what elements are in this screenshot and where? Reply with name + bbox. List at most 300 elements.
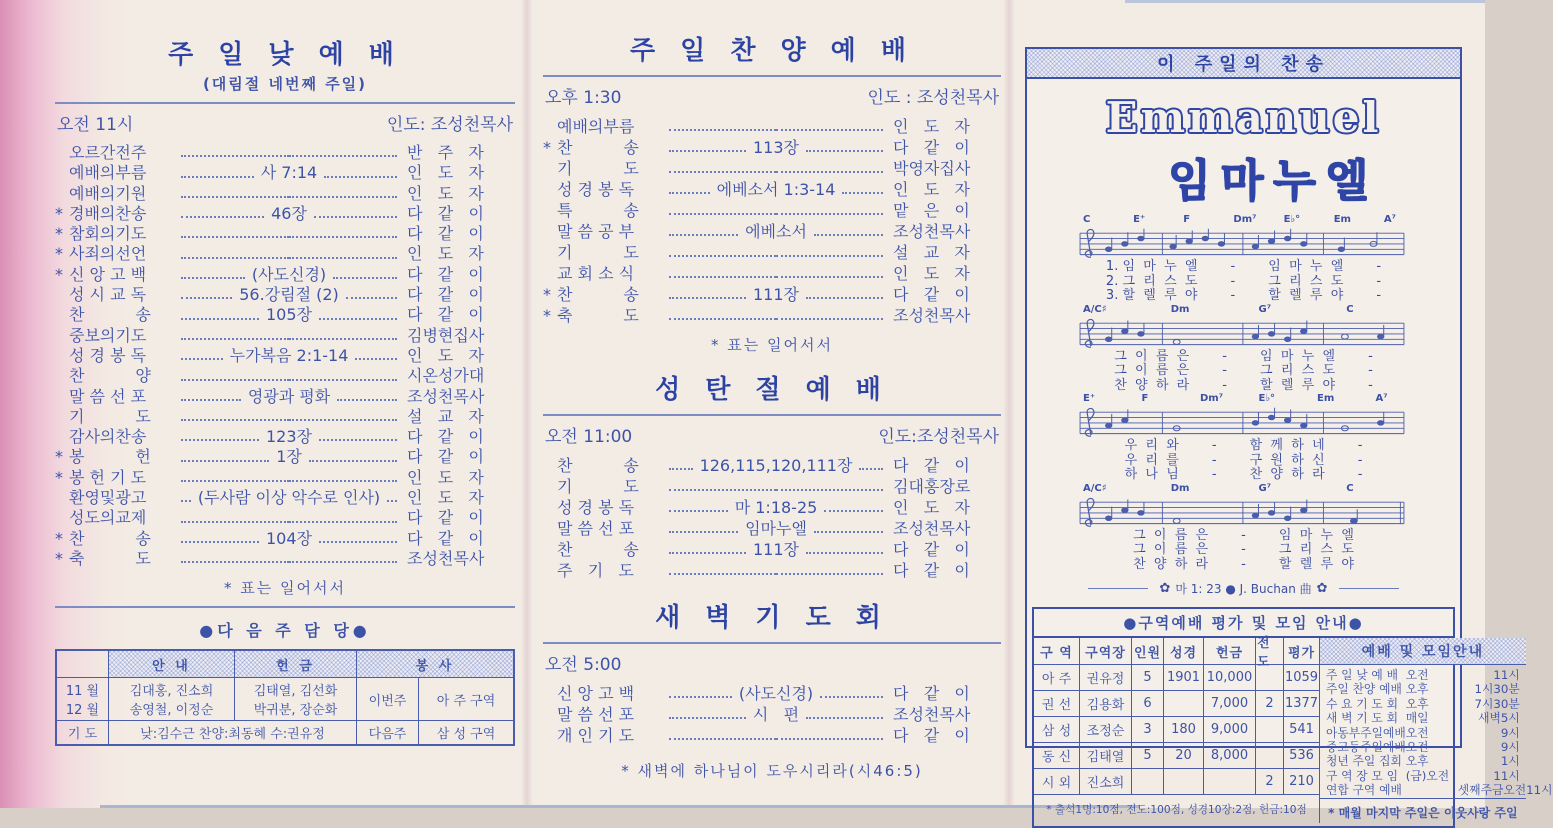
liturgy-item-person: 인 도 자 xyxy=(407,345,484,365)
liturgy-row xyxy=(543,284,1001,305)
sunday-day-service-panel xyxy=(55,34,515,746)
liturgy-item-label: 성 시 교 독 xyxy=(69,285,147,305)
chord-row xyxy=(1053,214,1434,226)
liturgy-item-label: 말 씀 선 포 xyxy=(69,386,147,406)
dotted-leader xyxy=(181,196,289,198)
service-meta xyxy=(55,110,515,135)
service-time: 오전 11:00 xyxy=(545,427,633,447)
liturgy-item-label: 경배의찬송 xyxy=(69,203,147,223)
dotted-leader xyxy=(806,297,883,299)
schedule-time: 9시 xyxy=(1500,740,1520,755)
liturgy-row xyxy=(543,137,1001,158)
dotted-leader xyxy=(776,318,883,320)
group-leader-cell: 조정순 xyxy=(1080,717,1132,743)
group-table-left xyxy=(1034,638,1320,826)
music-staff xyxy=(1053,495,1431,529)
schedule-time: 셋째주금오전11시 xyxy=(1457,783,1553,798)
service-time: 오전 11시 xyxy=(57,115,134,135)
dotted-leader xyxy=(859,468,883,470)
schedule-name: 중고등주일예배 xyxy=(1326,740,1406,755)
schedule-name: 구 역 장 모 임 xyxy=(1326,768,1398,783)
liturgy-item-label: 기 도 xyxy=(69,406,151,426)
flower-icon: ✿ xyxy=(1159,581,1171,596)
dotted-leader xyxy=(333,277,397,279)
chord-label: Em xyxy=(1333,214,1351,225)
liturgy-item-person: 다 같 이 xyxy=(893,561,970,580)
liturgy-item-label: 찬 송 xyxy=(557,285,639,304)
liturgy-list xyxy=(543,455,1001,581)
service-meta xyxy=(543,422,1001,447)
meeting-schedule-column xyxy=(1320,638,1553,826)
liturgy-item-person: 조성천목사 xyxy=(893,222,971,241)
service-leader: 인도:조성천목사 xyxy=(878,427,999,447)
dotted-leader xyxy=(181,176,254,178)
stand-marker: * xyxy=(543,285,551,304)
service-title: 주 일 찬 양 예 배 xyxy=(630,36,914,66)
score-cell: 210 xyxy=(1284,769,1320,795)
dotted-leader xyxy=(776,255,883,257)
liturgy-item-label: 예배의부름 xyxy=(69,163,147,183)
next-week-table xyxy=(55,649,515,746)
prayer-label-cell: 기 도 xyxy=(57,721,109,744)
stand-marker: * xyxy=(55,528,63,548)
liturgy-item-person: 시온성가대 xyxy=(407,366,485,386)
chord-label: F xyxy=(1183,214,1191,225)
liturgy-item-person: 조성천목사 xyxy=(407,386,485,406)
header-cell-guide: 안 내 xyxy=(109,651,235,678)
liturgy-item-person: 다 같 이 xyxy=(407,203,484,223)
dawn-prayer-section xyxy=(543,597,1001,781)
group-name-cell: 삼 성 xyxy=(1034,717,1080,743)
liturgy-item-person: 반 주 자 xyxy=(407,143,484,162)
service-time: 오전 5:00 xyxy=(545,655,622,675)
stand-marker: * xyxy=(543,306,551,325)
chord-label: E♭° xyxy=(1283,214,1301,225)
group-leader-cell: 김용화 xyxy=(1080,691,1132,717)
flower-icon: ✿ xyxy=(1316,581,1328,596)
liturgy-item-label: 성 경 봉 독 xyxy=(557,180,635,199)
evangelism-cell: 2 xyxy=(1256,691,1284,717)
guide-names-cell: 김대홍, 진소희 송영철, 이정순 xyxy=(109,678,235,721)
dotted-leader xyxy=(324,176,397,178)
stand-note: * 표는 일어서서 xyxy=(711,336,833,354)
dotted-leader xyxy=(806,552,883,554)
liturgy-item-label: 성 경 봉 독 xyxy=(557,498,635,517)
liturgy-item-label: 기 도 xyxy=(557,159,639,178)
liturgy-item-label: 주 기 도 xyxy=(557,561,634,580)
header-cell: 인원 xyxy=(1132,638,1164,665)
stand-marker: * xyxy=(55,447,63,467)
dotted-leader xyxy=(669,276,776,278)
schedule-name: 수 요 기 도 회 xyxy=(1326,696,1398,711)
liturgy-list xyxy=(543,116,1001,326)
scan-artifact xyxy=(100,805,1140,808)
next-week-label-cell: 다음주 xyxy=(357,721,419,744)
liturgy-row xyxy=(55,346,515,366)
hymn-header: 이 주일의 찬송 xyxy=(1027,49,1460,79)
liturgy-row xyxy=(55,143,515,163)
liturgy-row xyxy=(543,725,1001,746)
lyric-line: 하 나 님 - 찬 양 하 라 - xyxy=(1124,467,1363,482)
liturgy-item-person: 인 도 자 xyxy=(407,488,484,508)
offering-names-cell: 김태열, 김선화 박귀분, 장순화 xyxy=(235,678,357,721)
liturgy-item-label: 교 회 소 식 xyxy=(557,264,635,283)
liturgy-row xyxy=(543,263,1001,284)
liturgy-item-label: 축 도 xyxy=(69,548,151,568)
dotted-leader xyxy=(289,155,397,157)
header-cell-offering: 헌 금 xyxy=(235,651,357,678)
liturgy-row xyxy=(55,265,515,285)
liturgy-item-label: 찬 송 xyxy=(557,138,639,157)
lyric-line: 찬 양 하 라 - 할 렐 루 야 - xyxy=(1114,377,1373,393)
liturgy-item-label: 성도의교제 xyxy=(69,508,147,528)
liturgy-row xyxy=(543,497,1001,518)
liturgy-item-person: 다 같 이 xyxy=(407,508,484,528)
service-title: 주 일 낮 예 배 xyxy=(168,40,402,70)
header-cell-blank xyxy=(57,651,109,678)
dotted-leader xyxy=(776,213,883,215)
liturgy-item-detail: 111장 xyxy=(753,540,799,559)
liturgy-item-detail: 46장 xyxy=(271,203,307,223)
dotted-leader xyxy=(289,257,397,259)
schedule-time: 1시30분 xyxy=(1474,682,1520,697)
liturgy-item-detail: 마 1:18-25 xyxy=(734,498,818,517)
schedule-list xyxy=(1320,665,1553,798)
scan-artifact xyxy=(1125,0,1485,3)
stand-marker: * xyxy=(55,548,63,568)
schedule-time: 새벽5시 xyxy=(1478,711,1520,726)
lyric-line: 1. 임 마 누 엘 - 임 마 누 엘 - xyxy=(1105,259,1382,274)
service-title: 새 벽 기 도 회 xyxy=(655,603,889,633)
evangelism-cell xyxy=(1256,717,1284,743)
neighbor-love-footnote: * 매월 마지막 주일은 이웃사랑 주일 xyxy=(1320,798,1526,826)
liturgy-row xyxy=(55,549,515,569)
schedule-time: 1시 xyxy=(1500,754,1520,769)
service-leader: 인도: 조성천목사 xyxy=(386,115,513,135)
chord-row xyxy=(1053,304,1434,316)
members-cell: 3 xyxy=(1132,717,1164,743)
liturgy-item-label: 예배의기원 xyxy=(69,183,147,203)
lyric-line: 그 이 름 은 - 그 리 스 도 xyxy=(1133,542,1354,557)
dotted-leader xyxy=(669,717,746,719)
group-row xyxy=(1034,691,1320,717)
divider xyxy=(543,414,1001,416)
liturgy-item-detail: 1장 xyxy=(276,447,302,467)
schedule-item xyxy=(1326,668,1520,682)
liturgy-item-detail: (두사람 이상 악수로 인사) xyxy=(197,488,381,508)
hymn-credit xyxy=(1027,580,1460,597)
liturgy-item-person: 김대홍장로 xyxy=(893,477,971,496)
liturgy-item-detail: 임마누엘 xyxy=(745,519,807,538)
liturgy-item-person: 박영자집사 xyxy=(893,159,971,178)
service-leader: 인도 : 조성천목사 xyxy=(867,88,999,108)
divider xyxy=(55,606,515,608)
liturgy-item-label: 감사의찬송 xyxy=(69,427,147,447)
schedule-name: 아동부주일예배 xyxy=(1326,725,1406,740)
liturgy-row xyxy=(55,244,515,264)
liturgy-row xyxy=(55,163,515,183)
liturgy-item-person: 인 도 자 xyxy=(893,264,970,283)
dotted-leader xyxy=(181,257,289,259)
staff-line-4 xyxy=(1027,483,1460,573)
music-staff xyxy=(1053,405,1431,439)
liturgy-item-person: 다 같 이 xyxy=(407,305,484,325)
liturgy-item-detail: (사도신경) xyxy=(251,264,327,284)
christmas-service-section xyxy=(543,369,1001,581)
service-meta xyxy=(543,83,1001,108)
dotted-leader xyxy=(669,573,776,575)
middle-services-panel xyxy=(543,30,1001,785)
chord-label: C xyxy=(1346,482,1354,494)
dotted-leader xyxy=(289,419,397,421)
liturgy-item-label: 찬 송 xyxy=(557,540,639,559)
dotted-leader xyxy=(309,460,397,462)
liturgy-item-person: 조성천목사 xyxy=(407,548,485,568)
treble-clef-icon xyxy=(1085,408,1094,436)
members-cell xyxy=(1132,769,1164,795)
dotted-leader xyxy=(776,171,883,173)
this-week-label-cell: 이번주 xyxy=(357,678,419,721)
schedule-item xyxy=(1326,754,1520,768)
next-week-row-prayer xyxy=(57,721,513,744)
liturgy-item-label: 예배의부름 xyxy=(557,117,635,136)
liturgy-item-label: 참회의기도 xyxy=(69,224,147,244)
liturgy-row xyxy=(543,158,1001,179)
dotted-leader xyxy=(289,561,397,563)
liturgy-item-person: 인 도 자 xyxy=(407,163,484,183)
members-cell: 5 xyxy=(1132,665,1164,691)
dotted-leader xyxy=(806,717,883,719)
liturgy-item-person: 다 같 이 xyxy=(893,540,970,559)
liturgy-row xyxy=(55,184,515,204)
liturgy-item-detail: 111장 xyxy=(753,285,799,304)
schedule-when: 오후 xyxy=(1405,696,1429,711)
schedule-name: 새 벽 기 도 회 xyxy=(1326,711,1398,726)
bible-cell: 1901 xyxy=(1164,665,1204,691)
ornament-line xyxy=(1339,588,1399,589)
dotted-leader xyxy=(337,399,397,401)
liturgy-item-label: 기 도 xyxy=(557,243,639,262)
schedule-when: 오전 xyxy=(1405,668,1429,682)
liturgy-row xyxy=(55,529,515,549)
hymn-credit-text: 마 1: 23 ● J. Buchan 曲 xyxy=(1175,582,1312,596)
liturgy-item-detail: 영광과 평화 xyxy=(247,386,331,406)
liturgy-item-person: 다 같 이 xyxy=(407,264,484,284)
dotted-leader xyxy=(181,318,259,320)
group-row xyxy=(1034,743,1320,769)
lyric-line: 그 이 름 은 - 임 마 누 엘 - xyxy=(1114,348,1373,364)
liturgy-item-detail: 113장 xyxy=(753,138,799,157)
offering-cell xyxy=(1204,769,1256,795)
dotted-leader xyxy=(319,541,397,543)
liturgy-item-person: 조성천목사 xyxy=(893,519,971,538)
dotted-leader xyxy=(181,358,223,360)
header-cell-service: 봉 사 xyxy=(357,651,513,678)
dotted-leader xyxy=(842,192,883,194)
liturgy-item-person: 다 같 이 xyxy=(893,138,970,157)
dotted-leader xyxy=(314,216,397,218)
chord-label: G⁷ xyxy=(1258,303,1272,315)
group-row xyxy=(1034,717,1320,743)
schedule-item xyxy=(1326,697,1520,711)
treble-clef-icon xyxy=(1085,319,1094,347)
chord-label: Dm xyxy=(1170,303,1190,315)
ornament-line xyxy=(1088,588,1148,589)
liturgy-item-label: 신 앙 고 백 xyxy=(69,264,147,284)
schedule-when: 오후 xyxy=(1405,682,1429,697)
chord-label: A/C♯ xyxy=(1083,482,1107,494)
liturgy-item-label: 찬 송 xyxy=(69,305,151,325)
liturgy-row xyxy=(543,704,1001,725)
liturgy-row xyxy=(55,285,515,305)
lyric-line: 3. 할 렐 루 야 - 할 렐 루 야 - xyxy=(1105,288,1382,303)
staff-line-3 xyxy=(1027,393,1460,483)
dawn-verse-note: * 새벽에 하나님이 도우시리라(시46:5) xyxy=(621,762,923,780)
dotted-leader xyxy=(806,150,883,152)
schedule-item xyxy=(1326,726,1520,740)
group-evaluation-table xyxy=(1032,607,1553,828)
liturgy-row xyxy=(55,427,515,447)
bible-cell: 180 xyxy=(1164,717,1204,743)
dotted-leader xyxy=(669,489,776,491)
praise-service-section xyxy=(543,30,1001,355)
dotted-leader xyxy=(814,234,883,236)
bible-cell xyxy=(1164,769,1204,795)
liturgy-item-detail: 시 편 xyxy=(752,705,800,724)
chord-label: Dm⁷ xyxy=(1233,214,1257,225)
next-week-row-months xyxy=(57,678,513,721)
dotted-leader xyxy=(181,419,289,421)
fold-line xyxy=(1003,0,1015,808)
liturgy-item-person: 인 도 자 xyxy=(407,244,484,264)
liturgy-row xyxy=(55,468,515,488)
dotted-leader xyxy=(346,297,397,299)
schedule-item xyxy=(1326,740,1520,754)
bible-cell xyxy=(1164,691,1204,717)
liturgy-row xyxy=(543,683,1001,704)
liturgy-item-person: 다 같 이 xyxy=(893,285,970,304)
evangelism-cell xyxy=(1256,743,1284,769)
group-name-cell: 동 신 xyxy=(1034,743,1080,769)
schedule-when: 오후 xyxy=(1405,754,1429,769)
stand-marker: * xyxy=(543,138,551,157)
chord-label: C xyxy=(1346,303,1354,315)
chord-label: C xyxy=(1083,214,1091,225)
dotted-leader xyxy=(289,379,397,381)
dotted-leader xyxy=(181,480,289,482)
liturgy-row xyxy=(55,488,515,508)
dotted-leader xyxy=(289,521,397,523)
schedule-name: 청년 주일 집회 xyxy=(1326,754,1402,769)
fold-line xyxy=(521,0,533,808)
schedule-time: 11시 xyxy=(1493,768,1520,783)
dotted-leader xyxy=(181,460,269,462)
dotted-leader xyxy=(776,129,883,131)
header-cell: 구역장 xyxy=(1080,638,1132,665)
chord-label: G⁷ xyxy=(1258,482,1272,494)
dotted-leader xyxy=(669,510,728,512)
stand-marker: * xyxy=(55,244,63,264)
dotted-leader xyxy=(181,216,264,218)
dotted-leader xyxy=(387,500,397,502)
music-staff xyxy=(1053,316,1431,350)
schedule-time: 7시30분 xyxy=(1474,696,1520,711)
chord-row xyxy=(1053,483,1434,495)
liturgy-row xyxy=(55,407,515,427)
group-rows xyxy=(1034,665,1320,795)
offering-cell: 9,000 xyxy=(1204,717,1256,743)
group-name-cell: 시 외 xyxy=(1034,769,1080,795)
dotted-leader xyxy=(319,439,397,441)
service-time: 오후 1:30 xyxy=(545,88,622,108)
dotted-leader xyxy=(824,510,883,512)
liturgy-item-detail: 사 7:14 xyxy=(260,163,318,183)
dotted-leader xyxy=(776,738,883,740)
next-week-header-row xyxy=(57,651,513,678)
scoring-footnote: * 출석1명:10점, 전도:100점, 성경10장:2점, 헌금:10점 xyxy=(1034,795,1320,823)
chord-label: A⁷ xyxy=(1383,214,1396,225)
dotted-leader xyxy=(181,379,289,381)
lyric-line: 2. 그 리 스 도 - 그 리 스 도 - xyxy=(1105,273,1382,289)
liturgy-item-person: 다 같 이 xyxy=(407,528,484,548)
header-cell: 헌금 xyxy=(1204,638,1256,665)
liturgy-item-detail: 126,115,120,111장 xyxy=(699,456,853,475)
dotted-leader xyxy=(776,573,883,575)
liturgy-item-person: 조성천목사 xyxy=(893,306,971,325)
schedule-name: 주 일 낮 예 배 xyxy=(1326,668,1398,682)
score-cell: 1377 xyxy=(1284,691,1320,717)
liturgy-item-label: 찬 송 xyxy=(557,456,639,475)
dotted-leader xyxy=(319,318,397,320)
liturgy-list xyxy=(55,143,515,569)
liturgy-item-person: 인 도 자 xyxy=(407,467,484,487)
liturgy-item-person: 김병현집사 xyxy=(407,325,485,345)
liturgy-row xyxy=(55,204,515,224)
liturgy-item-label: 특 송 xyxy=(557,201,639,220)
offering-cell: 10,000 xyxy=(1204,665,1256,691)
liturgy-item-person: 인 도 자 xyxy=(893,117,970,136)
liturgy-item-person: 다 같 이 xyxy=(407,224,484,244)
dotted-leader xyxy=(289,236,397,238)
liturgy-row xyxy=(55,387,515,407)
dotted-leader xyxy=(669,531,738,533)
chord-row xyxy=(1053,393,1434,405)
schedule-time: 9시 xyxy=(1500,725,1520,740)
liturgy-item-person: 설 교 자 xyxy=(893,243,970,262)
dotted-leader xyxy=(820,696,883,698)
dotted-leader xyxy=(669,129,776,131)
dotted-leader xyxy=(289,196,397,198)
treble-clef-icon xyxy=(1085,229,1094,257)
dotted-leader xyxy=(669,150,746,152)
liturgy-item-detail: 123장 xyxy=(266,427,312,447)
dotted-leader xyxy=(181,541,259,543)
service-title: 성 탄 절 예 배 xyxy=(655,375,889,405)
hymn-title-english: Emmanuel xyxy=(1105,93,1382,142)
liturgy-row xyxy=(543,539,1001,560)
liturgy-item-person: 설 교 자 xyxy=(407,406,484,426)
chord-label: E♭° xyxy=(1258,393,1276,404)
dotted-leader xyxy=(181,521,289,523)
staff-line-1 xyxy=(1027,214,1460,304)
hymn-panel xyxy=(1025,47,1553,820)
dotted-leader xyxy=(669,318,776,320)
header-cell: 성경 xyxy=(1164,638,1204,665)
liturgy-item-label: 봉 헌 xyxy=(69,447,151,467)
schedule-item xyxy=(1326,783,1553,798)
chord-label: E⁺ xyxy=(1133,214,1146,225)
group-name-cell: 아 주 xyxy=(1034,665,1080,691)
